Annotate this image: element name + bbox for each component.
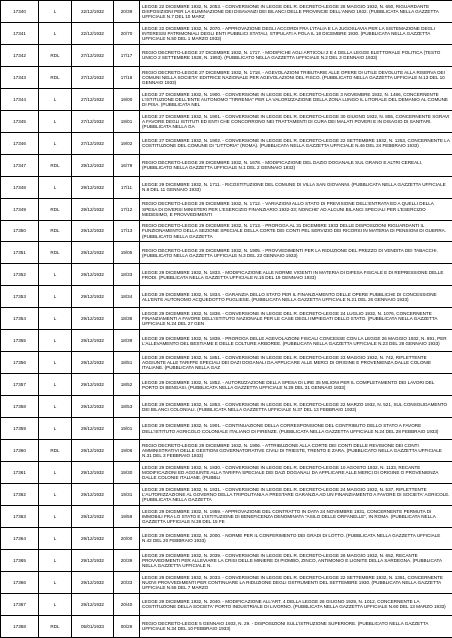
act-type: L — [39, 505, 72, 527]
table-row — [1, 440, 452, 462]
table-row — [1, 352, 452, 374]
record-number: 17355 — [1, 330, 39, 352]
act-code: 17/11 — [114, 176, 140, 198]
record-number: 17352 — [1, 264, 39, 286]
act-type: L — [39, 352, 72, 374]
table-row — [1, 110, 452, 132]
table-row — [1, 66, 452, 88]
act-code: 18/33 — [114, 264, 140, 286]
act-type: L — [39, 396, 72, 418]
act-type: RDL — [39, 615, 72, 637]
act-date: 29/12/1932 — [72, 264, 114, 286]
act-date: 27/12/1932 — [72, 132, 114, 154]
act-description: LEGGE 29 DICEMBRE 1932, N. 2040. - MODIFICAZIONE ALL'ART. 4 DELLA LEGGE 26 GIUGNO 1929, N. 1012, CONCERNENTE LA COSTITUZIONE DELLA SOCIETA' PORTO INDUSTRIALE DI LIVORNO. (PUBBLICATA NELLA GAZZETTA UFFICIALE N.60 DEL 13 MARZO 1933) — [140, 593, 452, 615]
record-number: 17360 — [1, 440, 39, 462]
act-type: RDL — [39, 242, 72, 264]
act-date: 29/12/1932 — [72, 440, 114, 462]
act-code: 17/17 — [114, 44, 140, 66]
record-number: 17359 — [1, 418, 39, 440]
act-description: LEGGE 29 DICEMBRE 1932, N. 1852. - AUTORIZZAZIONE DELLA SPESA DI LIRE 35 MILIONI PER IL COMPLETAMENTO DEI LAVORI DEL PORTO DI BENGASI. (PUBBLICATA NELLA GAZZETTA UFFICIALE N.29 DEL 31 GENNAIO 1933) — [140, 374, 452, 396]
table-row — [1, 396, 452, 418]
act-code: 19/01 — [114, 418, 140, 440]
act-description: LEGGE 22 DICEMBRE 1932, N. 2053. - CONVERSIONE IN LEGGE DEL R. DECRETO-LEGGE 28 MAGGIO 1932, N. 650, RIGUARDANTE DISPOSIZIONI PER LA ELIMINAZIONE DEI DISAVANZI DEI BILANCI DELLE PROVINCIE DELL'ANNO 1932. (PUBBLICATA NELLA GAZZETTA UFFICIALE N.7 DEL 10 MARZ — [140, 1, 452, 23]
act-date: 27/12/1932 — [72, 110, 114, 132]
act-description: LEGGE 29 DICEMBRE 1932, N. 1834. - GARANZIA DELLO STATO PER IL FINANZIAMENTO DELLE OPERE PUBBLICHE DI CONCESSIONE ALL'ENTE AUTONOMO ACQUEDOTTO PUGLIESE. (PUBBLICATA NELLA GAZZETTA UFFICIALE N.21 DEL 26 GENNAIO 1933) — [140, 286, 452, 308]
act-date: 27/12/1932 — [72, 66, 114, 88]
act-type: RDL — [39, 198, 72, 220]
act-description: REGIO DECRETO-LEGGE 29 DICEMBRE 1932, N. 1712. - VARIAZIONI ALLO STATO DI PREVISIONE DELL'ENTRATA ED A QUELLI DELLA SPESA DI DIVERSI MINISTERI PER L'ESERCIZIO FINANZIARIO 1932-33; NONCHE' AD ALCUNI BILANCI SPECIALI PER L'ESERCIZIO MEDESIMO, E PROVVEDIMENTI — [140, 198, 452, 220]
act-date: 29/12/1932 — [72, 418, 114, 440]
act-description: REGIO DECRETO-LEGGE 27 DICEMBRE 1932, N. 1718. - AGEVOLAZIONI TRIBUTARIE ALLE OPERE DI UTILE DEVOLUTE ALLA RISERVA DEI COMUNI NELLA SOCIETA' EDITRICE NAZIONALE PER AGEVOLAZIONI DEL FISCO. (PUBBLICATO NELLA GAZZETTA UFFICIALE N.13 DEL 10 GENNAIO 1933) — [140, 66, 452, 88]
act-code: 19/59 — [114, 505, 140, 527]
table-row — [1, 374, 452, 396]
act-date: 29/12/1932 — [72, 396, 114, 418]
table-row — [1, 154, 452, 176]
act-date: 29/12/1932 — [72, 176, 114, 198]
act-code: 16/78 — [114, 154, 140, 176]
act-type: L — [39, 549, 72, 571]
act-code: 19/00 — [114, 88, 140, 110]
act-type: L — [39, 286, 72, 308]
act-date: 29/12/1932 — [72, 505, 114, 527]
act-description: LEGGE 29 DICEMBRE 1932, N. 1838. - CONVERSIONE IN LEGGE DEL R. DECRETO-LEGGE 24 LUGLIO 1932, N. 1076, CONCERNENTE FINANZIAMENTI A FAVORE DELL'ISTITUTO NAZIONALE PER LE CASE DEGLI IMPIEGATI DELLO STATO. (PUBBLICATA NELLA GAZZETTA UFFICIALE N.24 DEL 27 GEN — [140, 308, 452, 330]
act-date: 29/12/1932 — [72, 242, 114, 264]
act-type: L — [39, 176, 72, 198]
act-description: LEGGE 29 DICEMBRE 1932, N. 1853. - CONVERSIONE IN LEGGE DEL R. DECRETO-LEGGE 22 MARZO 1932, N. 521, SUL CONSOLIDAMENTO DEI BILANCI COLONIALI. (PUBBLICATA NELLA GAZZETTA UFFICIALE N.37 DEL 13 FEBBRAIO 1933) — [140, 396, 452, 418]
act-type: L — [39, 483, 72, 505]
record-number: 17347 — [1, 154, 39, 176]
record-number: 17349 — [1, 198, 39, 220]
act-type: L — [39, 462, 72, 484]
table-row — [1, 418, 452, 440]
act-type: L — [39, 571, 72, 593]
act-code: 20/33 — [114, 571, 140, 593]
record-number: 17354 — [1, 308, 39, 330]
act-date: 05/01/1933 — [72, 615, 114, 637]
act-date: 29/12/1932 — [72, 374, 114, 396]
act-code: 00/29 — [114, 615, 140, 637]
act-description: LEGGE 29 DICEMBRE 1932, N. 1930. - CONVERSIONE IN LEGGE DEL R. DECRETO-LEGGE 10 AGOSTO 1932, N. 1133, RECANTE MODIFICAZIONI ED AGGIUNTE ALLA TARIFFA SPECIALE DEI DAZI DOGANALI DA APPLICARE ALLE MERCI DI ORIGINE O PROVENIENZA DALLE COLONIE ITALIANE. (PUBBLI — [140, 462, 452, 484]
act-code: 17/13 — [114, 220, 140, 242]
act-date: 29/12/1932 — [72, 330, 114, 352]
act-code: 19/01 — [114, 110, 140, 132]
act-code: 19/06 — [114, 440, 140, 462]
act-type: L — [39, 88, 72, 110]
table-row — [1, 462, 452, 484]
act-description: LEGGE 29 DICEMBRE 1932, N. 1959. - APPROVAZIONE DEL CONTRATTO IN DATA 24 NOVEMBRE 1931, CONCERNENTE PERMUTA DI IMMOBILI FRA LO STATO E L'ISTITUZIONE DI BENEFICENZA DENOMINATA "ASILO DELLE ORFANELLE", IN ROMA. (PUBBLICATA NELLA GAZZETTA UFFICIALE N.38 DEL 15 FE — [140, 505, 452, 527]
record-number: 17358 — [1, 396, 39, 418]
record-number: 17353 — [1, 286, 39, 308]
act-description: LEGGE 27 DICEMBRE 1932, N. 1902. - CONVERSIONE IN LEGGE DEL R. DECRETO-LEGGE 22 SETTEMBRE 1932, N. 1253, CONCERNENTE LA COSTITUZIONE DEL COMUNE DI "LITTORIA" (ROMA). (PUBBLICATA NELLA GAZZETTA UFFICIALE N.46 DEL 24 FEBBRAIO 1933) — [140, 132, 452, 154]
act-code: 17/12 — [114, 198, 140, 220]
act-date: 27/12/1932 — [72, 88, 114, 110]
act-type: L — [39, 527, 72, 549]
act-description: LEGGE 29 DICEMBRE 1932, N. 1901. - CONTINUAZIONE DELLA CORRESPONSIONE DEL CONTRIBUTO DELLO STATO A FAVORE DELL'ISTITUTO AGRICOLO COLONIALE ITALIANO DI FIRENZE. (PUBBLICATA NELLA GAZZETTA UFFICIALE N.24 DEL 28 FEBBRAIO 1933) — [140, 418, 452, 440]
act-description: LEGGE 29 DICEMBRE 1932, N. 2039. - CONVERSIONE IN LEGGE DEL R. DECRETO-LEGGE 26 MAGGIO 1932, N. 652, RECANTE PROVVEDIMENTI PER ALLEVIARE LA CRISI DELLE MINIERE DI PIOMBO, ZINCO, ANTIMONIO E LIGNITE DELLA SARDEGNA. (PUBBLICATA NELLA GAZZETTA UFFICIALE N. — [140, 549, 452, 571]
record-number: 17350 — [1, 220, 39, 242]
registry-body — [1, 1, 452, 638]
act-description: REGIO DECRETO-LEGGE 29 DICEMBRE 1932, N. 1905. - PROVVEDIMENTI PER LA RIDUZIONE DEL PREZZO DI VENDITA DEI TABACCHI. (PUBBLICATO NELLA GAZZETTA UFFICIALE N.3 DEL 23 GENNAIO 1933) — [140, 242, 452, 264]
act-description: LEGGE 29 DICEMBRE 1932, N. 1833. - MODIFICAZIONE ALLE NORME VIGENTI IN MATERIA DI DIFESA FISCALE E DI REPRESSIONE DELLE FRODI. (PUBBLICATA NELLA GAZZETTA UFFICIALE N.15 DEL 19 GENNAIO 1933) — [140, 264, 452, 286]
act-description: REGIO DECRETO-LEGGE 27 DICEMBRE 1932, N. 1717. - MODIFICHE AGLI ARTICOLI 2 E 4 DELLA LEGGE ELETTORALE POLITICA (TESTO UNICO 2 SETTEMBRE 1928, N. 1993). (PUBBLICATO NELLA GAZZETTA UFFICIALE N.2 DEL 3 GENNAIO 1933) — [140, 44, 452, 66]
act-code: 19/30 — [114, 462, 140, 484]
record-number: 17364 — [1, 527, 39, 549]
table-row — [1, 505, 452, 527]
table-row — [1, 22, 452, 44]
table-row — [1, 571, 452, 593]
act-date: 22/12/1932 — [72, 1, 114, 23]
act-code: 20/00 — [114, 527, 140, 549]
act-description: LEGGE 29 DICEMBRE 1932, N. 1839. - PROROGA DELLE AGEVOLAZIONI FISCALI CONCESSE CON LA LEGGE 26 MAGGIO 1932, N. 891, PER L'ALLEVAMENTO DEL BESTIAME E DELLE COLTURE ARBOREE. (PUBBLICATA NELLA GAZZETTA UFFICIALE N.23 DEL 28 GENNAIO 1933) — [140, 330, 452, 352]
record-number: 17344 — [1, 88, 39, 110]
act-date: 29/12/1932 — [72, 198, 114, 220]
act-type: RDL — [39, 440, 72, 462]
act-code: 17/18 — [114, 66, 140, 88]
act-date: 29/12/1932 — [72, 549, 114, 571]
table-row — [1, 44, 452, 66]
record-number: 17340 — [1, 1, 39, 23]
act-type: L — [39, 593, 72, 615]
act-type: L — [39, 132, 72, 154]
act-code: 19/05 — [114, 242, 140, 264]
act-code: 20/40 — [114, 593, 140, 615]
table-row — [1, 483, 452, 505]
record-number: 17343 — [1, 66, 39, 88]
act-description: LEGGE 29 DICEMBRE 1932, N. 1931. - CONVERSIONE IN LEGGE DEL R. DECRETO-LEGGE 24 MAGGIO 1932, N. 537, RIFLETTENTE L'AUTORIZZAZIONE AL GOVERNO DELLA TRIPOLITANIA A PRESTARE GARANZIA AD UN FINANZIAMENTO A FAVORE DI SOCIETA' AGRICOLE. (PUBBLICATA NELLA GAZZETTA — [140, 483, 452, 505]
act-date: 27/12/1932 — [72, 44, 114, 66]
act-type: RDL — [39, 66, 72, 88]
act-date: 22/12/1932 — [72, 22, 114, 44]
act-description: REGIO DECRETO-LEGGE 29 DICEMBRE 1932, N. 1906. - ATTRIBUZIONE ALLA CORTE DEI CONTI DELLE REVISIONE DEI CONTI AMMINISTRATIVI DELLE GESTIONI GOVERNATORATIVE CIVILI DI TRIESTE, TRENTO E ZARA. (PUBBLICATO NELLA GAZZETTA UFFICIALE N.31 DEL 3 FEBBRAIO 1933) — [140, 440, 452, 462]
act-description: REGIO DECRETO-LEGGE 29 DICEMBRE 1932, N. 1713. - PROROGA AL 31 DICEMBRE 1933 DELLE DISPOSIZIONI RIGUARDANTI IL FUNZIONAMENTO DELLA SEZIONE SPECIALE DELLA CORTE DEI CONTI PEL SERVIZIO DEI RICORSI IN MATERIA DI PENSIONI DI GUERRA. (PUBBLICATO NELLA GAZZETTA — [140, 220, 452, 242]
act-date: 29/12/1932 — [72, 571, 114, 593]
table-row — [1, 242, 452, 264]
act-type: RDL — [39, 154, 72, 176]
record-number: 17345 — [1, 110, 39, 132]
record-number: 17341 — [1, 22, 39, 44]
record-number: 17348 — [1, 176, 39, 198]
record-number: 17342 — [1, 44, 39, 66]
act-code: 18/39 — [114, 330, 140, 352]
act-description: LEGGE 29 DICEMBRE 1932, N. 2033. - CONVERSIONE IN LEGGE DEL R. DECRETO-LEGGE 22 SETTEMBRE 1932, N. 1361, CONCERNENTE NUOVI PROVVEDIMENTI PER CONTINUARE LA RIDUZIONE DEGLI OSTRUMENTI DEL SETTEMBRE 1930. (PUBBLICATA NELLA GAZZETTA UFFICIALE N.55 DEL 7 MARZO — [140, 571, 452, 593]
act-description: LEGGE 29 DICEMBRE 1932, N. 1711. - RICOSTITUZIONE DEL COMUNE DI VILLA SAN GIOVANNI. (PUBBLICATA NELLA GAZZETTA UFFICIALE N.8 DEL 11 GENNAIO 1933) — [140, 176, 452, 198]
record-number: 17368 — [1, 615, 39, 637]
act-type: L — [39, 110, 72, 132]
table-row — [1, 198, 452, 220]
act-date: 29/12/1932 — [72, 462, 114, 484]
act-code: 19/02 — [114, 132, 140, 154]
record-number: 17361 — [1, 462, 39, 484]
act-type: L — [39, 330, 72, 352]
act-code: 19/31 — [114, 483, 140, 505]
act-code: 18/53 — [114, 396, 140, 418]
table-row — [1, 527, 452, 549]
act-description: LEGGE 27 DICEMBRE 1932, N. 1901. - CONVERSIONE IN LEGGE DEL R. DECRETO-LEGGE 30 GIUGNO 1932, N. 855, CONCERNENTE SGRAVI A FAVORE DEGLI ISTITUTI ED ENTI CHE CONCORRONO NEI TRATTAMENTI DI CURA DEI MALATI POVERI E IN DISAGIO DI SANITARI. (PUBBLICATA NELLA GA — [140, 110, 452, 132]
table-row — [1, 88, 452, 110]
act-type: L — [39, 308, 72, 330]
act-date: 29/12/1932 — [72, 220, 114, 242]
act-description: LEGGE 22 DICEMBRE 1932, N. 2070. - APPROVAZIONE DEGLI ACCORDI FRA L'ITALIA E LA JUGOSLAVIA PER LA SISTEMAZIONE DEGLI INTERESSI PATRIMONIALI DEGLI ENTI PUBBLICI STATALI, STIPULATI A POLA IL 18 DICEMBRE 1930. (PUBBLICATA NELLA GAZZETTA UFFICIALE N.50 DEL 1 MARZO 1933) — [140, 22, 452, 44]
act-date: 29/12/1932 — [72, 308, 114, 330]
act-date: 29/12/1932 — [72, 154, 114, 176]
table-row — [1, 330, 452, 352]
table-row — [1, 615, 452, 637]
table-row — [1, 132, 452, 154]
act-description: LEGGE 29 DICEMBRE 1932, N. 1851. - CONVERSIONE IN LEGGE DEL R. DECRETO-LEGGE 23 MAGGIO 1932, N. 742, RIFLETTENTE AGGIUNTE ALLE TARIFFE SPECIALI DEI DAZI DOGANALI DA APPLICARE ALLE MERCI DI ORIGINE E PROVENIENZA DALLE COLONIE ITALIANE. (PUBBLICATA NELLA GAZ — [140, 352, 452, 374]
act-description: LEGGE 29 DICEMBRE 1932, N. 2000. - NORME PER IL CONFERIMENTO DEI GRADI DI LOTTO. (PUBBLICATA NELLA GAZZETTA UFFICIALE N.42 DEL 20 FEBBRAIO 1933) — [140, 527, 452, 549]
act-description: LEGGE 27 DICEMBRE 1932, N. 1900. - CONVERSIONE IN LEGGE DEL R. DECRETO-LEGGE 3 NOVEMBRE 1932, N. 1486, CONCERNENTE L'ISTITUZIONE DELL'ENTE AUTONOMO "TIRRENIA" PER LA VALORIZZAZIONE DELLA ZONA LUNGO IL LITORALE DEL DEMANIO AL COMUNE DI PISA. (PUBBLICATA NEL — [140, 88, 452, 110]
act-type: RDL — [39, 220, 72, 242]
table-row — [1, 220, 452, 242]
act-code: 18/51 — [114, 352, 140, 374]
table-row — [1, 176, 452, 198]
act-code: 18/38 — [114, 308, 140, 330]
act-type: L — [39, 264, 72, 286]
record-number: 17362 — [1, 483, 39, 505]
act-date: 29/12/1932 — [72, 352, 114, 374]
table-row — [1, 593, 452, 615]
record-number: 17356 — [1, 352, 39, 374]
act-code: 18/34 — [114, 286, 140, 308]
act-type: L — [39, 1, 72, 23]
act-code: 20/39 — [114, 549, 140, 571]
act-type: L — [39, 418, 72, 440]
act-code: 20/70 — [114, 22, 140, 44]
act-type: L — [39, 22, 72, 44]
record-number: 17357 — [1, 374, 39, 396]
table-row — [1, 286, 452, 308]
record-number: 17366 — [1, 571, 39, 593]
table-row — [1, 308, 452, 330]
act-description: REGIO DECRETO-LEGGE 5 GENNAIO 1933, N. 29. - DISPOSIZIONI SULL'ISTRUZIONE SUPERIORE. (PUBBLICATO NELLA GAZZETTA UFFICIALE N.34 DEL 10 FEBBRAIO 1933) — [140, 615, 452, 637]
record-number: 17351 — [1, 242, 39, 264]
act-description: REGIO DECRETO-LEGGE 29 DICEMBRE 1932, N. 1678. - MODIFICAZIONE DEL DAZIO DOGANALE SUL GRANO E ALTRI CEREALI. (PUBBLICATO NELLA GAZZETTA UFFICIALE N.1 DEL 2 GENNAIO 1933) — [140, 154, 452, 176]
table-row — [1, 264, 452, 286]
act-code: 20/39 — [114, 1, 140, 23]
record-number: 17363 — [1, 505, 39, 527]
act-date: 29/12/1932 — [72, 483, 114, 505]
record-number: 17365 — [1, 549, 39, 571]
act-date: 29/12/1932 — [72, 593, 114, 615]
record-number: 17346 — [1, 132, 39, 154]
table-row — [1, 1, 452, 23]
act-type: L — [39, 374, 72, 396]
act-code: 18/52 — [114, 374, 140, 396]
record-number: 17367 — [1, 593, 39, 615]
act-type: RDL — [39, 44, 72, 66]
table-row — [1, 549, 452, 571]
act-date: 29/12/1932 — [72, 527, 114, 549]
act-date: 29/12/1932 — [72, 286, 114, 308]
